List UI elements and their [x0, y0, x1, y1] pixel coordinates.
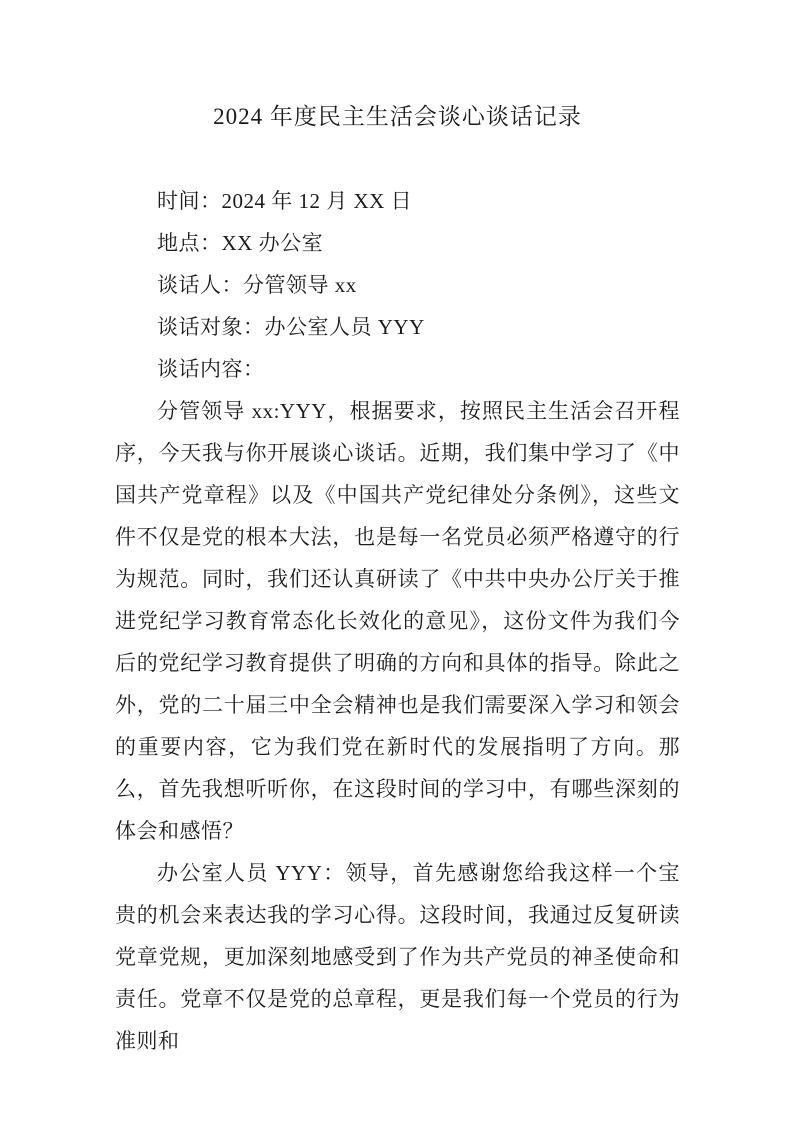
dialogue-content	[115, 390, 680, 1062]
document-title: 2024 年度民主生活会谈心谈话记录	[213, 104, 582, 129]
paragraph-leader-speech: 分管领导 xx:YYY，根据要求，按照民主生活会召开程序，今天我与你开展谈心谈话。近期，我们集中学习了《中国共产党章程》以及《中国共产党纪律处分条例》，这些文件不仅是党的根本大法，也是每一名党员必须严格遵守的行为规范。同时，我们还认真研读了《中共中央办公厅关于推进党纪学习教育常态化长效化的意见》，这份文件为我们今后的党纪学习教育提供了明确的方向和具体的指导。除此之外，党的二十届三中全会精神也是我们需要深入学习和领会的重要内容，它为我们党在新时代的发展指明了方向。那么，首先我想听听你，在这段时间的学习中，有哪些深刻的体会和感悟？	[115, 399, 680, 843]
meta-line-content-label: 谈话内容：	[157, 357, 265, 381]
meta-line-location: 地点：XX 办公室	[157, 231, 324, 255]
meta-line-interviewer: 谈话人：分管领导 xx	[157, 273, 357, 297]
paragraph-staff-reply: 办公室人员 YYY：领导，首先感谢您给我这样一个宝贵的机会来表达我的学习心得。这段时间，我通过反复研读党章党规，更加深刻地感受到了作为共产党员的神圣使命和责任。党章不仅是党的总章程，更是我们每一个党员的行为准则和	[115, 861, 680, 1053]
meta-block	[115, 180, 680, 390]
meta-line-time: 时间：2024 年 12 月 XX 日	[157, 189, 413, 213]
meta-line-interviewee: 谈话对象：办公室人员 YYY	[157, 315, 425, 339]
